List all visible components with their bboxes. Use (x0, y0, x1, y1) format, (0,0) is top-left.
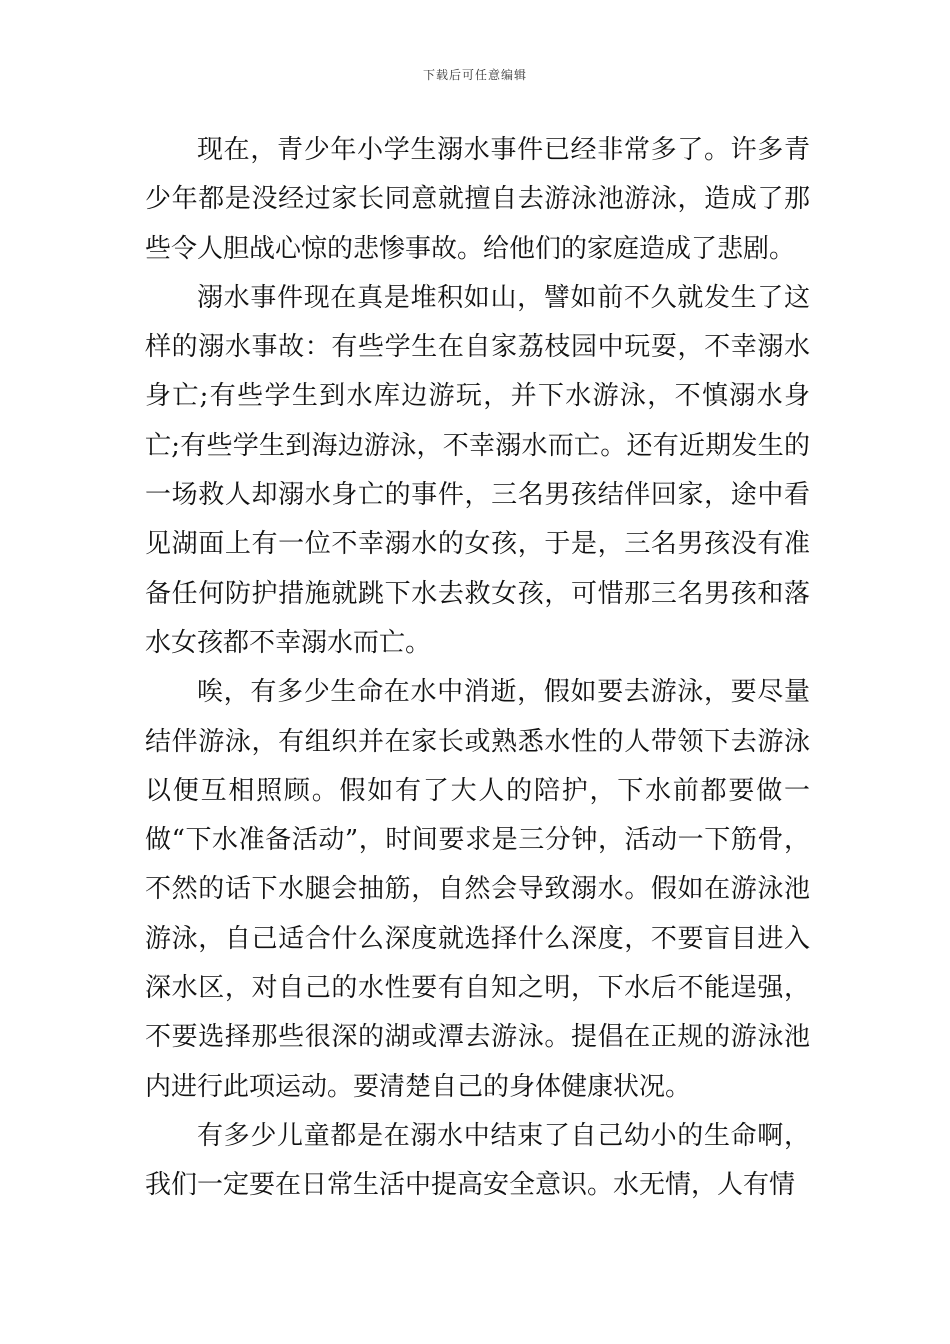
paragraph-2: 溺水事件现在真是堆积如山，譬如前不久就发生了这样的溺水事故：有些学生在自家荔枝园中玩耍，不幸溺水身亡;有些学生到水库边游玩，并下水游泳，不慎溺水身亡;有些学生到海边游泳，不幸溺水而亡。还有近期发生的一场救人却溺水身亡的事件，三名男孩结伴回家，途中看见湖面上有一位不幸溺水的女孩，于是，三名男孩没有准备任何防护措施就跳下水去救女孩，可惜那三名男孩和落水女孩都不幸溺水而亡。 (145, 282, 810, 658)
paragraph-1: 现在，青少年小学生溺水事件已经非常多了。许多青少年都是没经过家长同意就擅自去游泳池游泳，造成了那些令人胆战心惊的悲惨事故。给他们的家庭造成了悲剧。 (145, 135, 810, 264)
paragraph-4: 有多少儿童都是在溺水中结束了自己幼小的生命啊，我们一定要在日常生活中提高安全意识。水无情，人有情 (145, 1120, 810, 1201)
paragraph-3: 唉，有多少生命在水中消逝，假如要去游泳，要尽量结伴游泳，有组织并在家长或熟悉水性的人带领下去游泳以便互相照顾。假如有了大人的陪护，下水前都要做一做“下水准备活动”，时间要求是三分钟，活动一下筋骨，不然的话下水腿会抽筋，自然会导致溺水。假如在游泳池游泳，自己适合什么深度就选择什么深度，不要盲目进入深水区，对自己的水性要有自知之明，下水后不能逞强，不要选择那些很深的湖或潭去游泳。提倡在正规的游泳池内进行此项运动。要清楚自己的身体健康状况。 (145, 677, 810, 1102)
document-body (145, 126, 810, 1211)
header-note: 下载后可任意编辑 (422, 68, 527, 82)
